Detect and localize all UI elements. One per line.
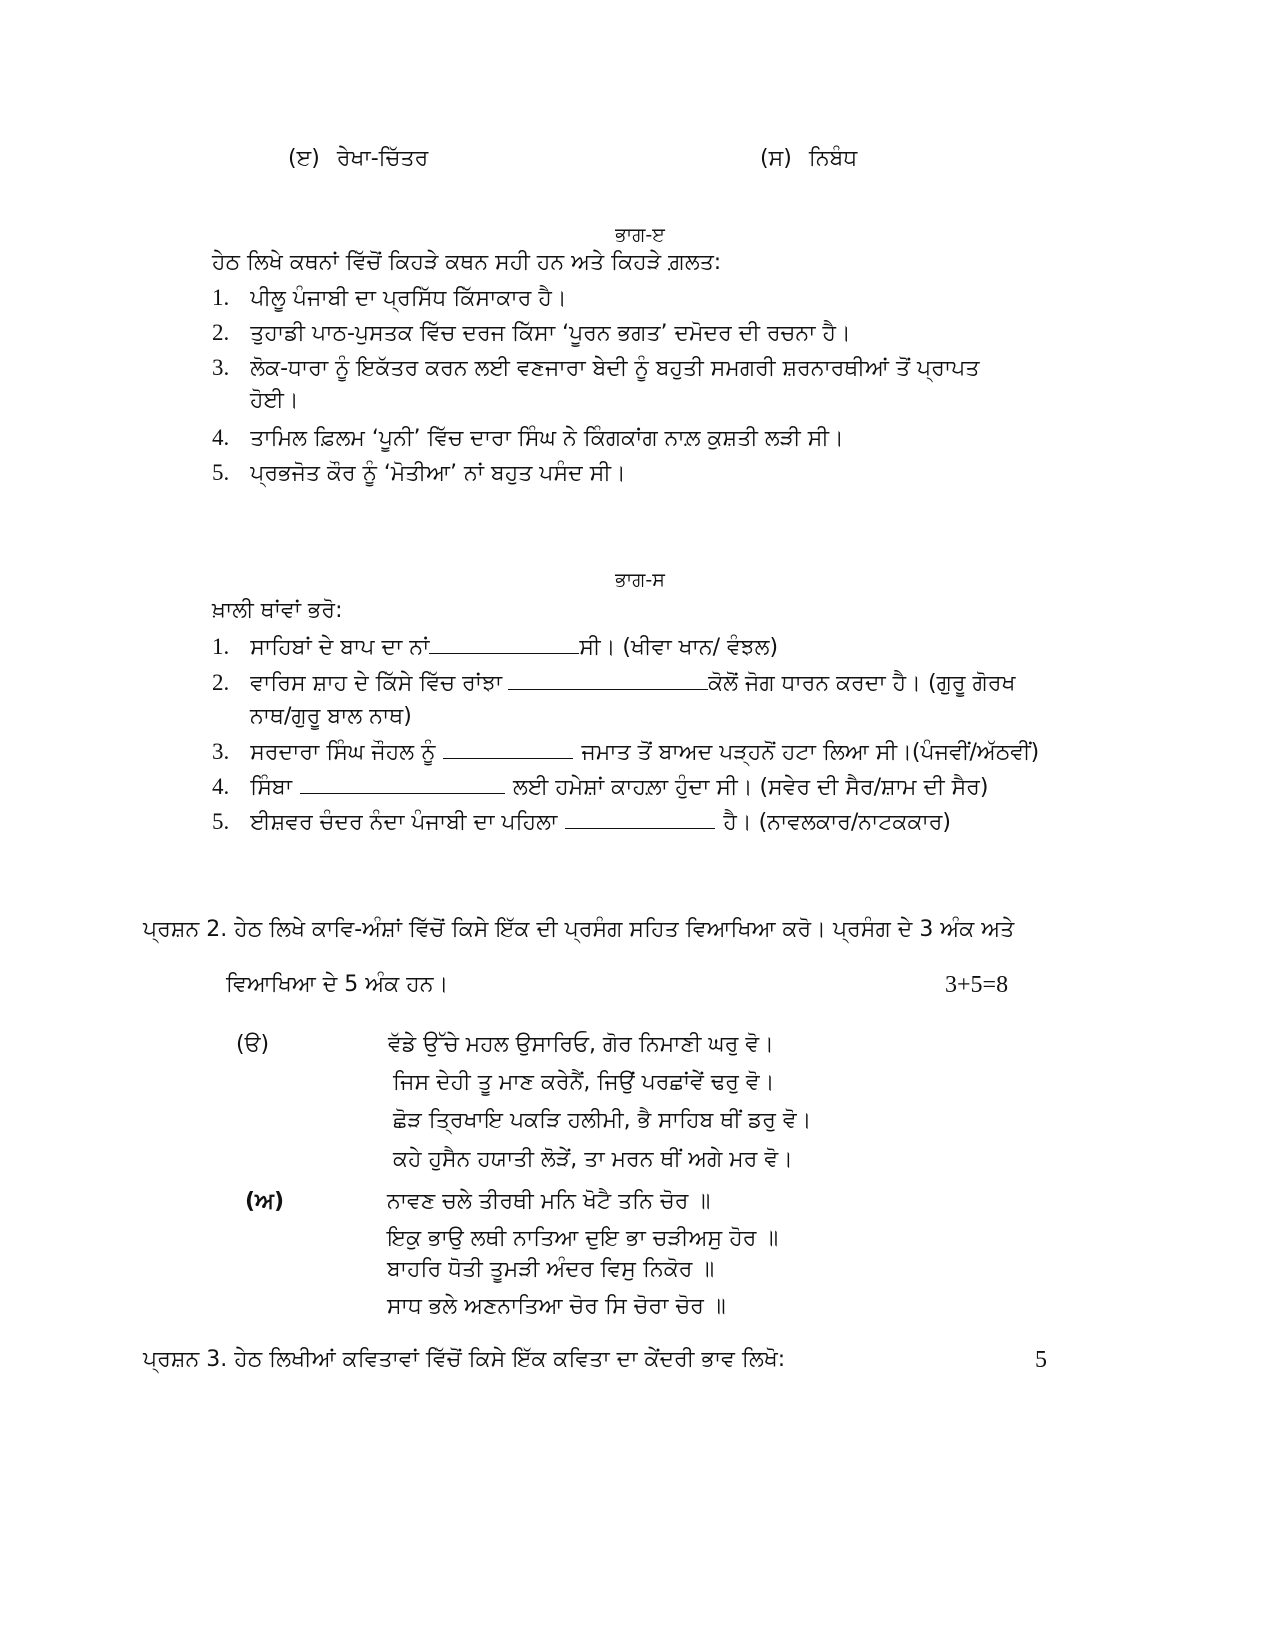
question-3-line: ਪ੍ਰਸ਼ਨ 3. ਹੇਠ ਲਿਖੀਆਂ ਕਵਿਤਾਵਾਂ ਵਿੱਚੋਂ ਕਿਸੇ ਇੱਕ ਕਵਿਤਾ ਦਾ ਕੇਂਦਰੀ ਭਾਵ ਲਿਖੋ: — [143, 1347, 786, 1372]
part-s-instruction: ਖ਼ਾਲੀ ਥਾਂਵਾਂ ਭਰੋ: — [212, 598, 343, 623]
item-text-after: ਲਈ ਹਮੇਸ਼ਾਂ ਕਾਹਲ਼ਾ ਹੁੰਦਾ ਸੀ। (ਸਵੇਰ ਦੀ ਸੈਰ/ਸ਼ਾਮ ਦੀ ਸੈਰ) — [513, 775, 989, 800]
item-number: 1. — [212, 634, 230, 659]
part-e-item-2 — [212, 318, 851, 349]
verse-a-line-3: ਛੋੜ ਤ੍ਰਿਖਾਇ ਪਕੜਿ ਹਲੀਮੀ, ਭੈ ਸਾਹਿਬ ਥੀਂ ਡਰੁ ਵੋ। — [393, 1108, 812, 1133]
item-text-before: ਈਸ਼ਵਰ ਚੰਦਰ ਨੰਦਾ ਪੰਜਾਬੀ ਦਾ ਪਹਿਲਾ — [250, 810, 558, 835]
verse-a-label: (ੳ) — [236, 1032, 270, 1057]
option-e-label: (ੲ) — [288, 146, 320, 171]
item-text-before: ਸਰਦਾਰਾ ਸਿੰਘ ਜੌਹਲ ਨੂੰ — [250, 740, 436, 765]
part-e-item-3 — [212, 353, 979, 384]
item-number: 4. — [212, 425, 230, 450]
item-text: ਪੀਲੂ ਪੰਜਾਬੀ ਦਾ ਪ੍ਰਸਿੱਧ ਕਿੱਸਾਕਾਰ ਹੈ। — [250, 286, 567, 311]
part-e-item-5 — [212, 458, 626, 489]
fill-blank — [300, 773, 505, 794]
verse-b-label: (ਅ) — [245, 1189, 285, 1214]
item-number: 3. — [212, 739, 230, 764]
question-2-line-1: ਪ੍ਰਸ਼ਨ 2. ਹੇਠ ਲਿਖੇ ਕਾਵਿ-ਅੰਸ਼ਾਂ ਵਿੱਚੋਂ ਕਿਸੇ ਇੱਕ ਦੀ ਪ੍ਰਸੰਗ ਸਹਿਤ ਵਿਆਖਿਆ ਕਰੋ। ਪ੍ਰਸੰਗ ਦੇ 3 ਅੰਕ ਅਤੇ — [143, 917, 1015, 942]
fill-blank — [429, 633, 579, 654]
verse-b-line-1: ਨਾਵਣ ਚਲੇ ਤੀਰਥੀ ਮਨਿ ਖੋਟੈ ਤਨਿ ਚੋਰ ॥ — [387, 1189, 711, 1214]
verse-a-line-1: ਵੱਡੇ ਉੱਚੇ ਮਹਲ ਉਸਾਰਿਓ, ਗੋਰ ਨਿਮਾਣੀ ਘਰੁ ਵੋ। — [388, 1032, 775, 1057]
verse-b-line-4: ਸਾਧ ਭਲੇ ਅਣਨਾਤਿਆ ਚੋਰ ਸਿ ਚੋਰਾ ਚੋਰ ॥ — [387, 1294, 726, 1319]
question-2-line-2: ਵਿਆਖਿਆ ਦੇ 5 ਅੰਕ ਹਨ। — [226, 972, 449, 997]
option-s — [760, 144, 857, 174]
item-number: 2. — [212, 320, 230, 345]
option-s-text: ਨਿਬੰਧ — [808, 146, 858, 171]
option-s-label: (ਸ) — [760, 146, 792, 171]
part-s-item-2 — [212, 668, 1015, 699]
part-s-item-3 — [212, 737, 1039, 768]
item-text-after: ਜਮਾਤ ਤੋਂ ਬਾਅਦ ਪੜ੍ਹਨੋਂ ਹਟਾ ਲਿਆ ਸੀ।(ਪੰਜਵੀਂ/ਅੱਠਵੀਂ) — [581, 740, 1040, 765]
fill-blank — [508, 669, 708, 690]
part-s-heading: ਭਾਗ-ਸ — [615, 569, 665, 591]
item-number: 2. — [212, 670, 230, 695]
item-number: 5. — [212, 460, 230, 485]
part-s-item-5 — [212, 807, 951, 838]
fill-blank — [443, 738, 573, 759]
verse-b-line-3: ਬਾਹਰਿ ਧੋਤੀ ਤੂਮੜੀ ਅੰਦਰ ਵਿਸੁ ਨਿਕੋਰ ॥ — [387, 1257, 715, 1282]
question-2-marks: 3+5=8 — [945, 972, 1009, 998]
verse-b-line-2: ਇਕੁ ਭਾਉ ਲਥੀ ਨਾਤਿਆ ਦੁਇ ਭਾ ਚੜੀਅਸੁ ਹੋਰ ॥ — [387, 1226, 779, 1251]
part-s-item-2-continued: ਨਾਥ/ਗੁਰੂ ਬਾਲ ਨਾਥ) — [250, 704, 412, 729]
item-number: 4. — [212, 774, 230, 799]
fill-blank — [565, 808, 715, 829]
item-text: ਲੋਕ-ਧਾਰਾ ਨੂੰ ਇਕੱਤਰ ਕਰਨ ਲਈ ਵਣਜਾਰਾ ਬੇਦੀ ਨੂੰ ਬਹੁਤੀ ਸਮਗਰੀ ਸ਼ਰਨਾਰਥੀਆਂ ਤੋਂ ਪ੍ਰਾਪਤ — [250, 356, 980, 381]
part-e-item-3-continued: ਹੋਈ। — [250, 388, 299, 413]
item-text: ਪ੍ਰਭਜੋਤ ਕੌਰ ਨੂੰ ‘ਮੋਤੀਆ’ ਨਾਂ ਬਹੁਤ ਪਸੰਦ ਸੀ। — [250, 461, 626, 486]
part-e-instruction: ਹੇਠ ਲਿਖੇ ਕਥਨਾਂ ਵਿੱਚੋਂ ਕਿਹੜੇ ਕਥਨ ਸਹੀ ਹਨ ਅਤੇ ਕਿਹੜੇ ਗ਼ਲਤ: — [212, 250, 722, 275]
option-e-text: ਰੇਖਾ-ਚਿੱਤਰ — [336, 146, 429, 171]
part-s-item-4 — [212, 772, 989, 803]
verse-a-line-2: ਜਿਸ ਦੇਹੀ ਤੂ ਮਾਣ ਕਰੇਨੈਂ, ਜਿਉਂ ਪਰਛਾਂਵੇਂ ਢਰੁ ਵੋ। — [393, 1070, 775, 1095]
part-s-item-1 — [212, 632, 778, 663]
question-3-marks: 5 — [1035, 1347, 1047, 1373]
item-text-before: ਸਾਹਿਬਾਂ ਦੇ ਬਾਪ ਦਾ ਨਾਂ — [250, 635, 430, 660]
item-text-after: ਹੈ। (ਨਾਵਲਕਾਰ/ਨਾਟਕਕਾਰ) — [723, 810, 951, 835]
part-e-item-1 — [212, 283, 567, 314]
option-e — [288, 144, 428, 174]
item-text-after: ਕੋਲੋਂ ਜੋਗ ਧਾਰਨ ਕਰਦਾ ਹੈ। (ਗੁਰੂ ਗੋਰਖ — [708, 671, 1016, 696]
item-number: 5. — [212, 809, 230, 834]
item-text-before: ਸਿੰਬਾ — [250, 775, 293, 800]
item-text: ਤਾਮਿਲ ਫ਼ਿਲਮ ‘ਪੂਨੀ’ ਵਿੱਚ ਦਾਰਾ ਸਿੰਘ ਨੇ ਕਿੰਗਕਾਂਗ ਨਾਲ਼ ਕੁਸ਼ਤੀ ਲੜੀ ਸੀ। — [250, 426, 844, 451]
item-text: ਤੁਹਾਡੀ ਪਾਠ-ਪੁਸਤਕ ਵਿੱਚ ਦਰਜ ਕਿੱਸਾ ‘ਪੂਰਨ ਭਗਤ’ ਦਮੋਦਰ ਦੀ ਰਚਨਾ ਹੈ। — [250, 321, 851, 346]
verse-a-line-4: ਕਹੇ ਹੁਸੈਨ ਹਯਾਤੀ ਲੋੜੇਂ, ਤਾ ਮਰਨ ਥੀਂ ਅਗੇ ਮਰ ਵੋ। — [393, 1147, 793, 1172]
item-text-after: ਸੀ। (ਖੀਵਾ ਖਾਨ/ ਵੰਝਲ) — [579, 635, 779, 660]
part-e-heading: ਭਾਗ-ੲ — [615, 224, 665, 246]
item-number: 3. — [212, 355, 230, 380]
part-e-item-4 — [212, 423, 844, 454]
item-number: 1. — [212, 285, 230, 310]
item-text-before: ਵਾਰਿਸ ਸ਼ਾਹ ਦੇ ਕਿੱਸੇ ਵਿੱਚ ਰਾਂਝਾ — [250, 671, 503, 696]
